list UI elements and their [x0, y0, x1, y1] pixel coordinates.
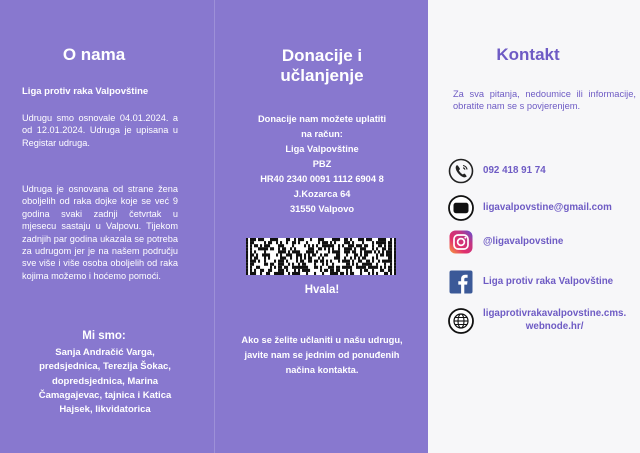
- phone-icon: [448, 158, 474, 184]
- join-text: [215, 333, 429, 377]
- instagram-icon: [448, 229, 474, 255]
- about-paragraph-founding: Udrugu smo osnovale 04.01.2024. a od 12.01.2024. Udruga je upisana u Registar udruga.: [22, 113, 178, 148]
- donations-title: [215, 46, 429, 86]
- members-line: dopredsjednica, Marina: [51, 375, 159, 387]
- members-line: Sanja Andračić Varga,: [55, 347, 155, 358]
- about-title: O nama: [62, 45, 126, 64]
- instagram-handle[interactable]: @ligavalpovstine: [483, 235, 564, 247]
- contact-facebook[interactable]: [448, 269, 613, 295]
- donation-line: 31550 Valpovo: [289, 204, 355, 214]
- facebook-page[interactable]: Liga protiv raka Valpovštine: [483, 275, 614, 287]
- members-heading: Mi smo:: [82, 330, 126, 342]
- donation-iban: HR40 2340 0091 1112 6904 8: [260, 174, 384, 184]
- contact-panel: [428, 0, 640, 453]
- facebook-icon: [448, 269, 474, 295]
- contact-website[interactable]: [448, 308, 626, 334]
- donations-title-line: učlanjenje: [280, 66, 364, 85]
- donations-panel: [214, 0, 428, 453]
- about-paragraph-history: Udruga je osnovana od strane žena oboljelih od raka dojke koje se već 9 godina svaki zadnji četvrtak u mjesecu sastaju u Valpovu. Tijekom zadnjih par godina ukazala se potreba za udrugom jer je na našem području sve više i više osoba oboljelih od raka kojima možemo i hoćemo pomoći.: [22, 184, 178, 281]
- payment-barcode: [246, 238, 396, 275]
- contact-instagram[interactable]: [448, 229, 563, 255]
- members-line: predsjednica, Terezija Šokac,: [39, 361, 171, 373]
- donation-line: na račun:: [301, 129, 343, 139]
- globe-icon: [448, 308, 474, 334]
- contact-title: Kontakt: [496, 45, 560, 64]
- join-line: načina kontakta.: [285, 364, 359, 375]
- join-line: Ako se želite učlaniti u našu udrugu,: [241, 335, 403, 345]
- donation-details: [215, 112, 429, 217]
- donation-line: Liga Valpovštine: [285, 144, 359, 154]
- about-panel: [0, 0, 214, 453]
- donation-line: PBZ: [312, 159, 332, 169]
- members-line: Čamagajevac, tajnica i Katica: [38, 389, 172, 401]
- contact-intro: Za sva pitanja, nedoumice ili informacije, obratite nam se s povjerenjem.: [453, 89, 636, 112]
- website-url-line: webnode.hr/: [525, 321, 584, 332]
- donation-line: Donacije nam možete uplatiti: [257, 114, 387, 124]
- thanks-text: Hvala!: [304, 284, 340, 296]
- email-address[interactable]: ligavalpovstine@gmail.com: [483, 201, 612, 213]
- phone-number[interactable]: 092 418 91 74: [483, 164, 546, 176]
- donations-title-line: Donacije i: [281, 46, 363, 65]
- website-url[interactable]: [483, 308, 626, 333]
- contact-phone[interactable]: [448, 158, 546, 184]
- email-icon: [448, 195, 474, 221]
- join-line: javite nam se jednim od ponuđenih: [244, 349, 400, 360]
- website-url-line: ligaprotivrakavalpovstine.cms.: [483, 308, 627, 320]
- members-line: Hajsek, likvidatorica: [59, 404, 151, 416]
- donation-line: J.Kozarca 64: [293, 189, 351, 199]
- contact-email[interactable]: [448, 195, 612, 221]
- about-subtitle: Liga protiv raka Valpovštine: [22, 86, 149, 97]
- members-list: [22, 346, 188, 417]
